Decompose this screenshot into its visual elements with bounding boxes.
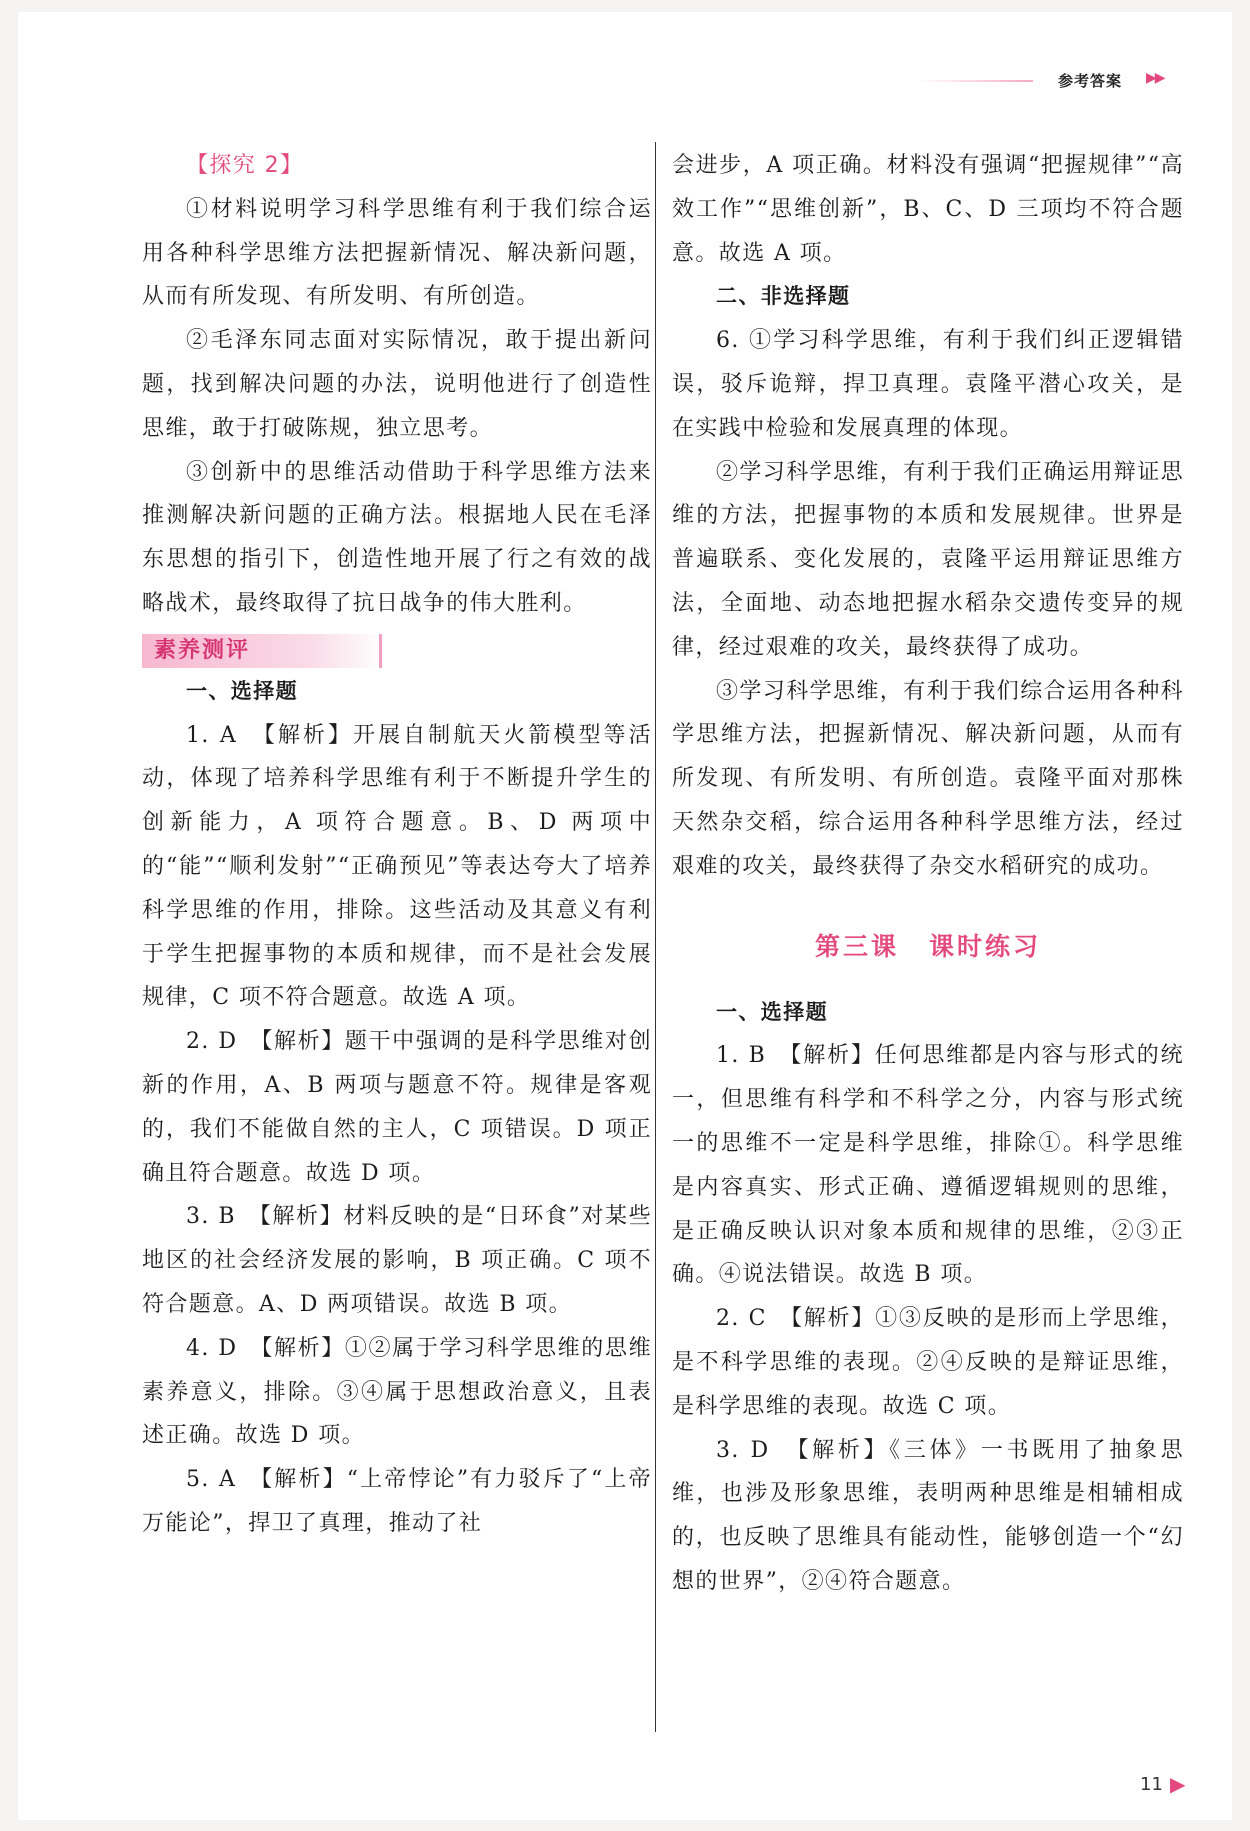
- section-banner: [142, 634, 382, 668]
- page: [18, 12, 1232, 1820]
- header-rule: [918, 80, 1033, 82]
- right-column: [672, 144, 1184, 1604]
- lesson-title-part2: 课时练习: [929, 931, 1042, 961]
- page-number: 11: [1140, 1774, 1163, 1795]
- section-banner-label: 素养测评: [154, 637, 251, 663]
- banner-tip: [379, 634, 382, 668]
- explore-paragraph: ③创新中的思维活动借助于科学思维方法来推测解决新问题的正确方法。根据地人民在毛泽东思想的指引下，创造性地开展了行之有效的战略战术，最终取得了抗日战争的伟大胜利。: [142, 459, 652, 616]
- explore-tag: 【探究 2】: [186, 153, 304, 178]
- answer-item: 2. C 【解析】①③反映的是形而上学思维，是不科学思维的表现。②④反映的是辩证思维，是科学思维的表现。故选 C 项。: [672, 1306, 1184, 1419]
- nonchoice-paragraph: 6. ①学习科学思维，有利于我们纠正逻辑错误，驳斥诡辩，捍卫真理。袁隆平潜心攻关，是在实践中检验和发展真理的体现。: [672, 328, 1184, 441]
- continuation-text: 会进步，A 项正确。材料没有强调“把握规律”“高效工作”“思维创新”，B、C、D 三项均不符合题意。故选 A 项。: [672, 153, 1184, 266]
- left-column: [142, 144, 652, 1546]
- header-title: 参考答案: [1058, 72, 1123, 90]
- answer-item: 5. A 【解析】“上帝悖论”有力驳斥了“上帝万能论”，捍卫了真理，推动了社: [142, 1467, 652, 1536]
- answer-item: 3. B 【解析】材料反映的是“日环食”对某些地区的社会经济发展的影响，B 项正确。C 项不符合题意。A、D 两项错误。故选 B 项。: [142, 1204, 652, 1317]
- nonchoice-paragraph: ②学习科学思维，有利于我们正确运用辩证思维的方法，把握事物的本质和发展规律。世界是普遍联系、变化发展的，袁隆平运用辩证思维方法，全面地、动态地把握水稻杂交遗传变异的规律，经过艰难的攻关，最终获得了成功。: [672, 459, 1185, 660]
- page-arrow-icon: ▶: [1170, 1772, 1186, 1796]
- nonchoice-paragraph: ③学习科学思维，有利于我们综合运用各种科学思维方法，把握新情况、解决新问题，从而有所发现、有所发明、有所创造。袁隆平面对那株天然杂交稻，综合运用各种科学思维方法，经过艰难的攻关，最终获得了杂交水稻研究的成功。: [672, 678, 1185, 879]
- column-divider: [655, 142, 656, 1732]
- choice-heading: 一、选择题: [716, 999, 828, 1024]
- answer-item: 1. B 【解析】任何思维都是内容与形式的统一，但思维有科学和不科学之分，内容与形式统一的思维不一定是科学思维，排除①。科学思维是内容真实、形式正确、遵循逻辑规则的思维，是正确反映认识对象本质和规律的思维，②③正确。④说法错误。故选 B 项。: [672, 1043, 1184, 1288]
- answer-item: 3. D 【解析】《三体》一书既用了抽象思维，也涉及形象思维，表明两种思维是相辅相成的，也反映了思维具有能动性，能够创造一个“幻想的世界”，②④符合题意。: [672, 1437, 1184, 1594]
- answer-item: 1. A 【解析】开展自制航天火箭模型等活动，体现了培养科学思维有利于不断提升学生的创新能力，A 项符合题意。B、D 两项中的“能”“顺利发射”“正确预见”等表达夸大了培养科学思维的作用，排除。这些活动及其意义有利于学生把握事物的本质和规律，而不是社会发展规律，C 项不符合题意。故选 A 项。: [142, 722, 652, 1011]
- answer-item: 4. D 【解析】①②属于学习科学思维的思维素养意义，排除。③④属于思想政治意义，且表述正确。故选 D 项。: [142, 1335, 652, 1449]
- explore-paragraph: ①材料说明学习科学思维有利于我们综合运用各种科学思维方法把握新情况、解决新问题，从而有所发现、有所发明、有所创造。: [142, 196, 652, 310]
- choice-heading: 一、选择题: [186, 678, 298, 703]
- answer-item: 2. D 【解析】题干中强调的是科学思维对创新的作用，A、B 两项与题意不符。规律是客观的，我们不能做自然的主人，C 项错误。D 项正确且符合题意。故选 D 项。: [142, 1029, 652, 1186]
- nonchoice-heading: 二、非选择题: [716, 284, 851, 309]
- header-arrow-icon: ▶▶: [1146, 70, 1164, 86]
- lesson-title-part1: 第三课: [814, 931, 899, 961]
- explore-paragraph: ②毛泽东同志面对实际情况，敢于提出新问题，找到解决问题的办法，说明他进行了创造性思维，敢于打破陈规，独立思考。: [142, 328, 652, 441]
- lesson-title: [672, 927, 1184, 963]
